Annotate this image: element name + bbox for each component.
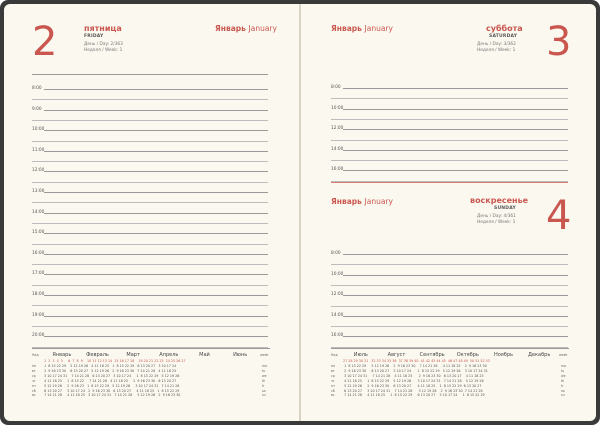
right-top-day-info: День / Day: 3/362 — [477, 42, 516, 47]
right-top-month-label — [331, 24, 393, 33]
right-bottom-week-info: Неделя / Week: 1 — [477, 220, 516, 225]
calendar-weekday: вс — [32, 393, 36, 398]
calendar-week-numbers: 27 28 29 30 31 32 33 34 35 36 37 38 39 40 41 42 43 44 45 46 47 48 49 50 51 52 53 — [343, 359, 490, 363]
hour-label: 18:00 — [32, 292, 45, 297]
hour-line — [44, 336, 268, 337]
calendar-weekday-en: th — [262, 378, 266, 383]
hour-line — [343, 129, 568, 130]
calendar-weekday-en: we — [262, 373, 267, 378]
hour-line — [343, 295, 568, 296]
calendar-row: 2 9 16 23 30 6 13 20 27 3 10 17 24 1 8 15 22 29 5 12 19 26 3 10 17 24 31 — [341, 368, 488, 373]
hour-label: 12:00 — [32, 168, 45, 174]
calendar-row: 5 12 19 26 2 9 16 23 30 6 13 20 27 4 11 18 25 1 8 15 22 29 6 13 20 27 — [341, 383, 482, 388]
calendar-row: 1 8 15 22 29 5 12 19 26 2 9 16 23 30 7 14 21 28 4 11 18 25 2 9 16 23 30 — [341, 364, 487, 368]
half-hour-line — [331, 264, 568, 265]
calendar-month-name: Сентябрь — [419, 352, 445, 358]
calendar-weekday: вт — [32, 368, 36, 373]
calendar-week-numbers: 1 2 3 4 5 6 7 8 9 10 11 12 13 14 15 16 17 18 19 20 21 22 23 24 25 26 27 — [44, 359, 186, 363]
calendar-weekday-en: su — [262, 393, 266, 398]
calendar-week-label-en: week — [260, 353, 269, 357]
hour-line — [44, 316, 268, 317]
calendar-weekday: пн — [331, 364, 336, 368]
calendar-row: 4 11 18 25 1 8 15 22 29 5 12 19 26 3 10 17 24 31 7 14 21 28 5 12 19 26 — [341, 378, 484, 383]
page-gutter — [299, 4, 301, 421]
hour-label: 9:00 — [32, 106, 42, 112]
header-rule — [32, 74, 268, 75]
right-bottom-day-info: День / Day: 4/361 — [477, 214, 516, 219]
calendar-month-name: Октябрь — [456, 352, 479, 358]
right-top-day-name-en: SATURDAY — [489, 34, 518, 39]
hour-label: 16:00 — [32, 250, 45, 256]
right-bottom-day-name-en: SUNDAY — [494, 206, 516, 211]
hour-line — [44, 151, 268, 152]
hour-label: 8:00 — [32, 86, 42, 91]
hour-line — [343, 254, 568, 255]
hour-line — [343, 109, 568, 110]
calendar-month-name: Ноябрь — [493, 352, 513, 358]
left-day-name-en: FRIDAY — [84, 34, 104, 39]
half-hour-line — [331, 306, 568, 307]
calendar-row: 7 14 21 28 4 11 18 25 3 10 17 24 31 7 14 21 28 5 12 19 26 2 9 16 23 30 — [42, 393, 181, 398]
half-hour-line — [331, 98, 568, 99]
left-week-info: Неделя / Week: 1 — [84, 48, 123, 53]
half-hour-line — [32, 161, 268, 162]
hour-label: 14:00 — [331, 312, 344, 318]
calendar-week-label: Нед — [32, 353, 39, 357]
half-hour-line — [32, 285, 268, 286]
day-separator — [331, 182, 568, 183]
half-hour-line — [331, 119, 568, 120]
calendar-row: 3 10 17 24 31 7 14 21 28 6 13 20 27 3 10 17 24 1 8 15 22 29 5 12 19 26 — [42, 373, 180, 378]
hour-label: 20:00 — [32, 333, 45, 339]
left-day-number: 2 — [32, 19, 58, 65]
half-hour-line — [32, 223, 268, 224]
hour-label: 13:00 — [32, 189, 45, 194]
hour-line — [343, 316, 568, 317]
hour-line — [343, 150, 568, 151]
calendar-row: 1 8 15 22 29 5 12 19 26 4 11 18 25 1 8 15 22 29 6 13 20 27 3 10 17 24 — [42, 364, 177, 368]
right-top-month-ru: Январь — [331, 24, 362, 33]
hour-label: 15:00 — [32, 230, 45, 236]
calendar-row: 6 13 20 27 3 10 17 24 2 9 16 23 30 6 13 20 27 4 11 18 25 1 8 15 22 29 — [42, 388, 180, 393]
right-bottom-day-number: 4 — [546, 193, 572, 239]
calendar-weekday: ср — [331, 373, 335, 378]
calendar-month-name: Декабрь — [528, 352, 551, 358]
right-bottom-day-name: воскресенье — [470, 196, 529, 205]
calendar-month-name: Июнь — [233, 352, 248, 358]
calendar-weekday: чт — [331, 378, 335, 383]
half-hour-line — [331, 160, 568, 161]
calendar-month-name: Февраль — [86, 352, 109, 358]
left-month-en: January — [248, 24, 277, 33]
calendar-week-label-en: week — [559, 353, 568, 357]
left-day-info: День / Day: 2/363 — [84, 42, 123, 47]
calendar-weekday: пт — [331, 383, 335, 388]
hour-label: 16:00 — [331, 333, 344, 339]
calendar-row: 3 10 17 24 31 7 14 21 28 4 11 18 25 2 9 16 23 30 6 13 20 27 4 11 18 25 — [341, 373, 484, 378]
calendar-weekday-en: tu — [262, 368, 266, 373]
left-month-ru: Январь — [215, 24, 246, 33]
calendar-weekday-en: mo — [262, 364, 268, 368]
half-hour-line — [32, 202, 268, 203]
half-hour-line — [32, 120, 268, 121]
calendar-month-name: Май — [199, 352, 210, 358]
calendar-weekday: вт — [331, 368, 335, 373]
right-top-month-en: January — [364, 24, 393, 33]
hour-line — [44, 110, 268, 111]
hour-label: 10:00 — [32, 127, 45, 133]
calendar-month-name: Март — [126, 352, 140, 358]
half-hour-line — [331, 140, 568, 141]
half-hour-line — [32, 141, 268, 142]
calendar-top-rule — [32, 348, 270, 349]
calendar-top-rule — [331, 348, 569, 349]
calendar-weekday-en: we — [561, 373, 566, 378]
half-hour-line — [32, 182, 268, 183]
hour-line — [44, 254, 268, 255]
hour-label: 12:00 — [331, 292, 344, 298]
hour-line — [343, 336, 568, 337]
calendar-weekday: пт — [32, 383, 36, 388]
left-day-name: пятница — [84, 24, 122, 33]
half-hour-line — [331, 285, 568, 286]
hour-line — [44, 192, 268, 193]
hour-line — [343, 88, 568, 89]
hour-label: 8:00 — [331, 85, 341, 90]
right-bottom-month-label — [331, 197, 393, 206]
calendar-row: 2 9 16 23 30 6 13 20 27 5 12 19 26 2 9 16 23 30 7 14 21 28 4 11 18 25 — [42, 368, 177, 373]
hour-line — [44, 233, 268, 234]
hour-line — [44, 213, 268, 214]
calendar-weekday-en: sa — [262, 388, 266, 393]
hour-line — [343, 170, 568, 171]
right-top-day-number: 3 — [546, 19, 572, 65]
calendar-row: 7 14 21 28 4 11 18 25 1 8 15 22 29 6 13 20 27 3 10 17 24 1 8 15 22 29 — [341, 393, 485, 398]
hour-label: 14:00 — [331, 146, 344, 152]
calendar-weekday: чт — [32, 378, 36, 383]
calendar-weekday: пн — [32, 364, 37, 368]
right-bottom-month-ru: Январь — [331, 197, 362, 206]
left-month-label — [215, 24, 277, 33]
half-hour-line — [32, 326, 268, 327]
calendar-row: 4 11 18 25 1 8 15 22 7 14 21 28 4 11 18 25 2 9 16 23 30 6 13 20 27 — [42, 378, 177, 383]
half-hour-line — [32, 264, 268, 265]
calendar-weekday-en: su — [561, 393, 565, 398]
calendar-weekday-en: th — [561, 378, 565, 383]
hour-label: 19:00 — [32, 312, 45, 318]
calendar-weekday: ср — [32, 373, 36, 378]
calendar-month-name: Август — [387, 352, 406, 358]
calendar-month-name: Июль — [353, 352, 368, 358]
calendar-weekday-en: tu — [561, 368, 565, 373]
right-top-day-name: суббота — [486, 24, 523, 33]
half-hour-line — [32, 244, 268, 245]
calendar-weekday: вс — [331, 393, 335, 398]
calendar-weekday-en: fr — [561, 383, 564, 388]
half-hour-line — [32, 305, 268, 306]
right-bottom-month-en: January — [364, 197, 393, 206]
hour-label: 10:00 — [331, 105, 344, 111]
calendar-weekday-en: fr — [262, 383, 265, 388]
hour-line — [44, 295, 268, 296]
calendar-week-label: Нед — [331, 353, 338, 357]
half-hour-line — [32, 99, 268, 100]
hour-label: 17:00 — [32, 271, 45, 277]
hour-label: 8:00 — [331, 251, 341, 256]
calendar-weekday: сб — [32, 388, 36, 393]
half-hour-line — [331, 326, 568, 327]
hour-line — [44, 171, 268, 172]
calendar-row: 6 13 20 27 3 10 17 24 31 7 14 21 28 5 12 19 26 2 9 16 23 30 7 14 21 28 — [341, 388, 483, 393]
hour-label: 12:00 — [331, 126, 344, 132]
hour-label: 10:00 — [331, 271, 344, 277]
hour-line — [44, 89, 268, 90]
calendar-weekday-en: mo — [561, 364, 567, 368]
calendar-row: 5 12 19 26 2 9 16 23 1 8 15 22 29 5 12 19 26 3 10 17 24 31 7 14 21 28 — [42, 383, 180, 388]
calendar-weekday-en: sa — [561, 388, 565, 393]
hour-line — [44, 130, 268, 131]
calendar-month-name: Январь — [52, 352, 72, 358]
calendar-weekday: сб — [331, 388, 335, 393]
hour-line — [44, 274, 268, 275]
hour-line — [343, 275, 568, 276]
hour-label: 14:00 — [32, 209, 45, 215]
right-top-week-info: Неделя / Week: 1 — [477, 48, 516, 53]
calendar-month-name: Апрель — [159, 352, 179, 358]
hour-label: 16:00 — [331, 167, 344, 173]
hour-label: 11:00 — [32, 147, 45, 153]
